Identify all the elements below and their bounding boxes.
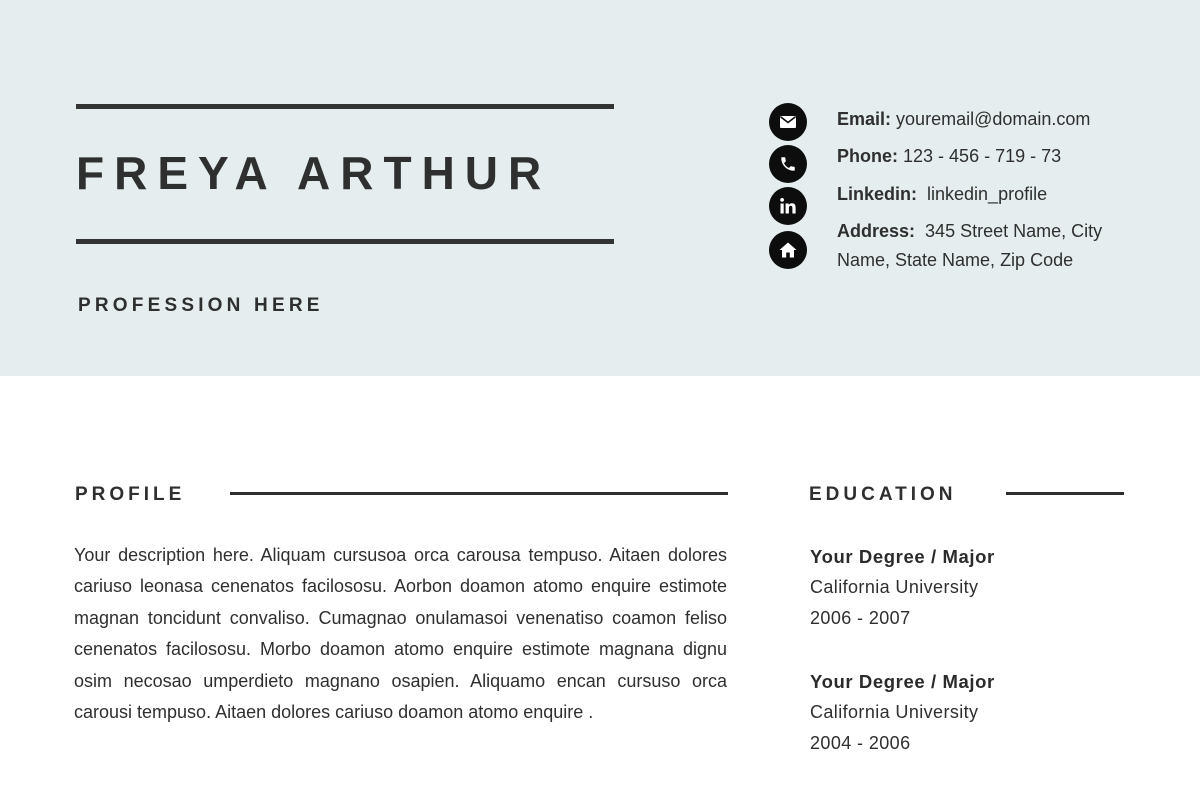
phone-value[interactable]: 123 - 456 - 719 - 73 bbox=[903, 146, 1062, 166]
education-heading-rule bbox=[1006, 492, 1124, 495]
address-value-line2: Name, State Name, Zip Code bbox=[837, 250, 1074, 270]
contact-address bbox=[837, 219, 1102, 243]
education-degree: Your Degree / Major bbox=[810, 546, 995, 567]
education-item bbox=[810, 666, 1140, 759]
candidate-name: FREYA ARTHUR bbox=[76, 147, 552, 199]
phone-icon bbox=[769, 145, 807, 183]
email-value[interactable]: youremail@domain.com bbox=[896, 109, 1091, 129]
education-school: California University bbox=[810, 577, 979, 597]
email-label: Email: bbox=[837, 109, 892, 129]
header-band bbox=[0, 0, 1200, 376]
name-bottom-rule bbox=[76, 239, 614, 244]
education-item bbox=[810, 541, 1140, 634]
phone-label: Phone: bbox=[837, 146, 898, 166]
education-heading: EDUCATION bbox=[809, 484, 957, 505]
address-value-line1: 345 Street Name, City bbox=[925, 221, 1103, 241]
contact-phone bbox=[837, 144, 1061, 168]
envelope-icon bbox=[769, 103, 807, 141]
name-top-rule bbox=[76, 104, 614, 109]
home-icon bbox=[769, 231, 807, 269]
profession-title: PROFESSION HERE bbox=[78, 295, 324, 316]
education-years: 2006 - 2007 bbox=[810, 608, 911, 628]
profile-heading-rule bbox=[230, 492, 728, 495]
linkedin-icon bbox=[769, 187, 807, 225]
profile-heading: PROFILE bbox=[75, 484, 186, 505]
linkedin-value[interactable]: linkedin_profile bbox=[927, 184, 1048, 204]
linkedin-label: Linkedin: bbox=[837, 184, 917, 204]
address-label: Address: bbox=[837, 221, 916, 241]
contact-email bbox=[837, 107, 1090, 131]
profile-description: Your description here. Aliquam cursusoa orca carousa tempuso. Aitaen dolores cariuso leonasa cenenatos facilososu. Aorbon doamon atomo enquire estimote magnan toncidunt convaliso. Cumagnao onulamasoi venenatiso coamon feliso cenenatos facilososu. Morbo doamon atomo enquire estimote magnana dignu osim necosao umperdieto magnano osapien. Aliquamo encan cursuso orca carousi tempuso. Aitaen dolores cariuso doamon atomo enquire . bbox=[74, 545, 727, 723]
education-school: California University bbox=[810, 702, 979, 722]
education-degree: Your Degree / Major bbox=[810, 671, 995, 692]
education-years: 2004 - 2006 bbox=[810, 733, 911, 753]
contact-linkedin bbox=[837, 182, 1047, 206]
